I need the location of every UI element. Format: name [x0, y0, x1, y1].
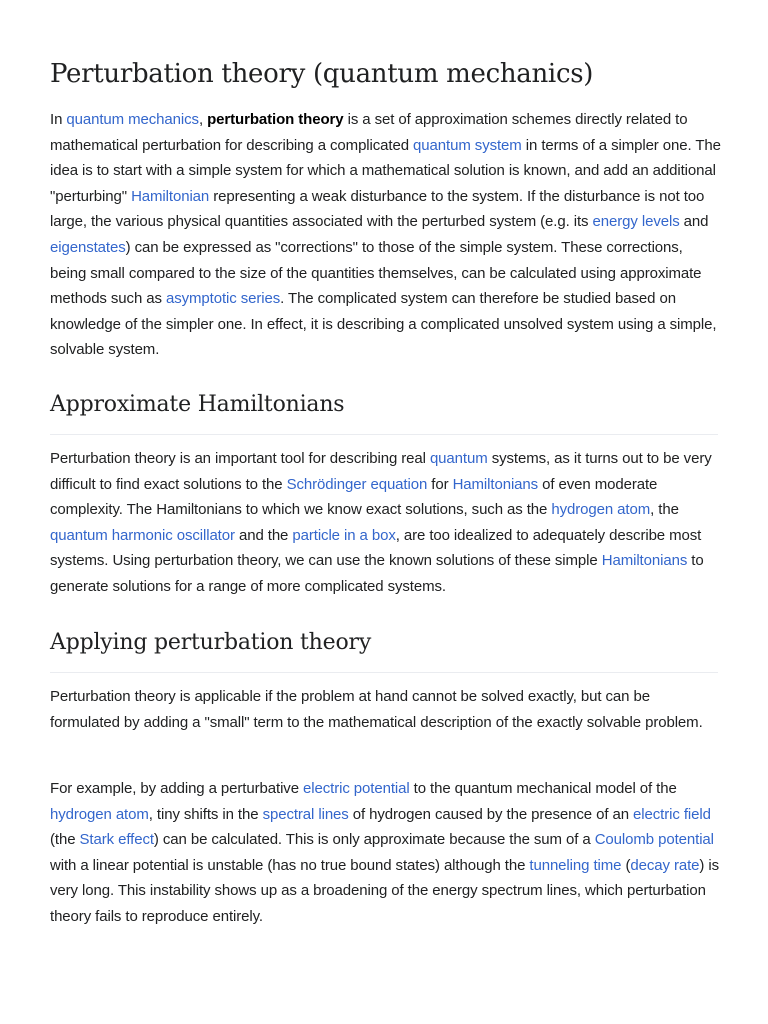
link-stark-effect[interactable]: Stark effect — [79, 831, 154, 849]
text: for — [427, 475, 453, 493]
bold-term: perturbation theory — [207, 111, 344, 128]
text: of even moderate complexity. The Hamiltonians to which we know exact solutions, such as the — [50, 475, 658, 519]
section1-paragraph — [50, 446, 722, 600]
text: Perturbation theory is an important tool for describing real — [50, 450, 430, 467]
link-asymptotic-series[interactable]: asymptotic series — [165, 290, 281, 308]
link-quantum-mechanics[interactable]: quantum mechanics — [66, 111, 199, 128]
text: ) can be expressed as "corrections" to those of the simple system. These corrections, being small compared to the size of the quantities themselves, can be calculated using approximate methods such as — [50, 238, 702, 308]
text: ) can be calculated. This is only approximate because the sum of a — [153, 831, 595, 849]
text: for describing a complicated — [220, 136, 414, 154]
section2-paragraph-2 — [50, 776, 722, 930]
intro-paragraph — [50, 107, 722, 363]
text: and — [679, 213, 709, 231]
term-perturbation: perturbation — [142, 136, 221, 154]
link-electric-field[interactable]: electric field — [633, 805, 711, 823]
text: For example, by adding a perturbative — [50, 780, 304, 797]
text: to the quantum mechanical model of the — [409, 780, 677, 797]
text: ( — [621, 856, 631, 874]
text: representing a weak disturbance to the system. If the disturbance is not too large, the various physical quantities associated with the perturbed system (e.g. its — [50, 187, 705, 231]
text: to generate solutions for a range of more complicated systems. — [50, 552, 704, 595]
text: . The complicated system can therefore be studied based on knowledge of the simpler one. In effect, it is describing a complicated unsolved system using a simple, solvable system. — [50, 290, 717, 359]
link-hydrogen-atom-2[interactable]: hydrogen atom — [50, 805, 149, 823]
link-hydrogen-atom[interactable]: hydrogen atom — [551, 501, 651, 519]
text: systems, as it turns out to be very difficult to find exact solutions to the — [50, 450, 712, 493]
link-energy-levels[interactable]: energy levels — [592, 213, 680, 231]
link-hamiltonians[interactable]: Hamiltonians — [452, 475, 539, 493]
section-heading-approximate-hamiltonians: Approximate Hamiltonians — [50, 392, 345, 417]
text: In — [50, 111, 67, 128]
link-eigenstates[interactable]: eigenstates — [50, 238, 126, 256]
text: (the — [50, 831, 80, 849]
text: , the — [650, 501, 679, 519]
text: with a linear potential is unstable (has no true bound states) although the — [50, 856, 530, 874]
link-hamiltonian[interactable]: Hamiltonian — [131, 187, 210, 205]
section-divider — [50, 672, 718, 673]
link-hamiltonians-2[interactable]: Hamiltonians — [601, 552, 688, 570]
link-electric-potential[interactable]: electric potential — [303, 780, 410, 797]
link-tunneling-time[interactable]: tunneling time — [529, 856, 622, 874]
text: and the — [234, 526, 293, 544]
text: is a set of approximation schemes directly related to mathematical — [50, 111, 688, 154]
link-schrodinger-equation[interactable]: Schrödinger equation — [286, 475, 428, 493]
section-heading-applying-perturbation-theory: Applying perturbation theory — [50, 630, 372, 655]
text: in terms of a simpler one. The idea is to start with a simple system for which a mathematical solution is known, and add an additional "perturbing" — [50, 136, 721, 205]
text: , tiny shifts in the — [148, 805, 263, 823]
link-quantum[interactable]: quantum — [429, 450, 488, 467]
text: ) is very long. This instability shows up as a broadening of the energy spectrum lines, which perturbation theory fails to reproduce entirely. — [50, 856, 720, 925]
link-quantum-system[interactable]: quantum system — [413, 136, 522, 154]
link-coulomb-potential[interactable]: Coulomb potential — [594, 831, 714, 849]
link-decay-rate[interactable]: decay rate — [630, 856, 700, 874]
link-particle-in-a-box[interactable]: particle in a box — [292, 526, 396, 544]
text: , — [198, 111, 208, 128]
section-divider — [50, 434, 718, 435]
link-quantum-harmonic-oscillator[interactable]: quantum harmonic oscillator — [50, 526, 235, 544]
text: , are too idealized to adequately describe most systems. Using perturbation theory, we can use the known solutions of these simple — [50, 526, 702, 570]
section2-paragraph-1: Perturbation theory is applicable if the problem at hand cannot be solved exactly, but can be formulated by adding a "small" term to the mathematical description of the exactly solvable problem. — [50, 688, 703, 731]
link-spectral-lines[interactable]: spectral lines — [262, 805, 349, 823]
page-title: Perturbation theory (quantum mechanics) — [50, 59, 594, 89]
text: of hydrogen caused by the presence of an — [348, 805, 634, 823]
